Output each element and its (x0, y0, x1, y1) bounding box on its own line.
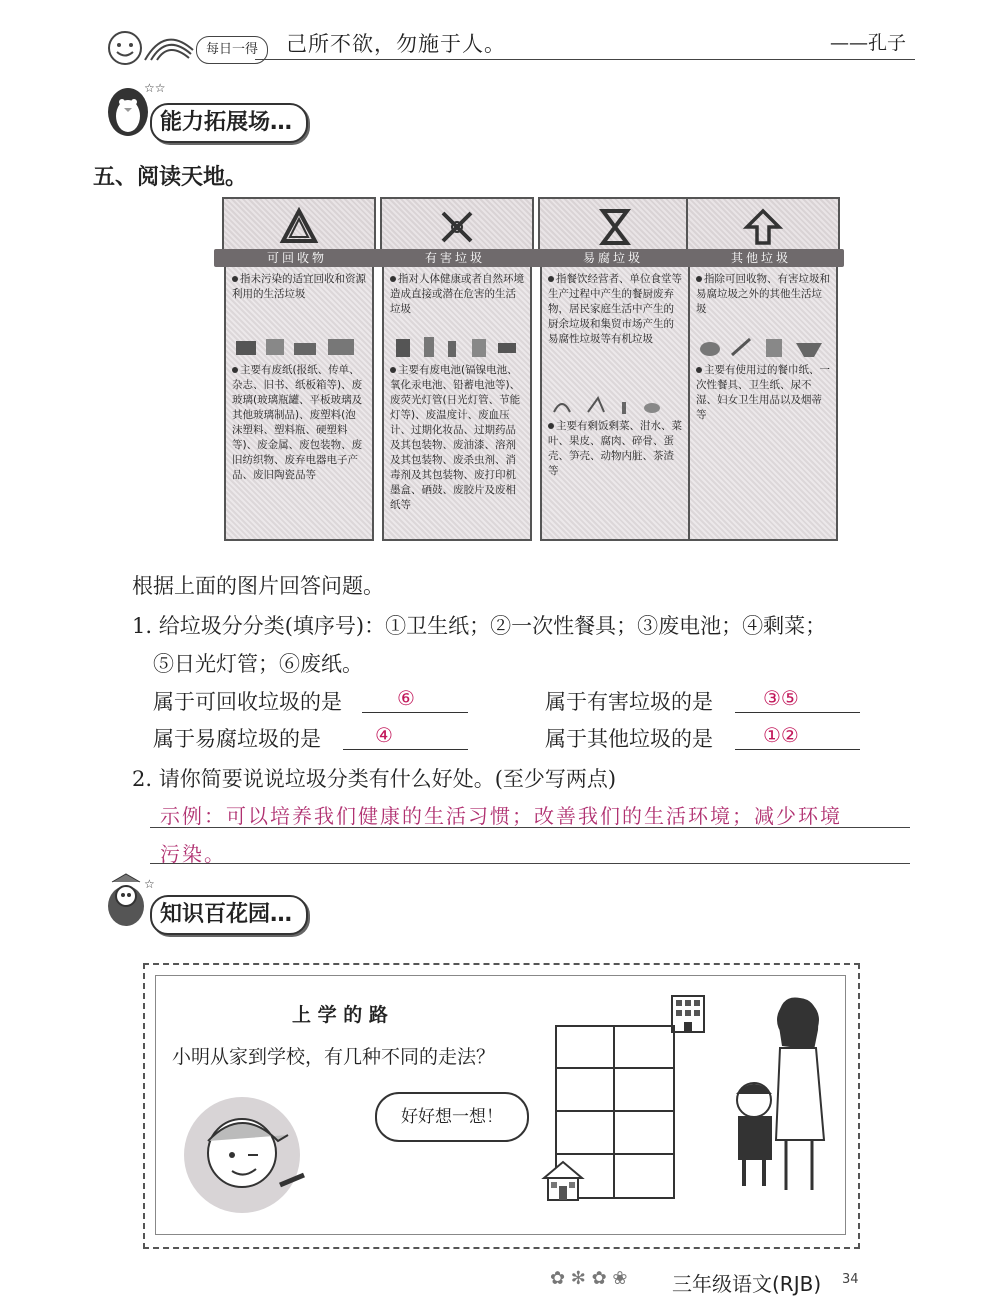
bin-items: 主要有废电池(镉镍电池、氧化汞电池、铅蓄电池等)、废荧光灯管(日光灯管、节能灯等)、废温度计、废血压计、过期化妆品、过期药品及其包装物、废油漆、溶剂及其包装物、废杀虫剂、消毒剂及其包装物、废打印机墨盒、硒鼓、废胶片及废相纸等 (390, 364, 521, 511)
hazardous-answer-field[interactable] (735, 686, 860, 713)
daily-badge: 每日一得 (196, 36, 268, 64)
bin-label: 其他垃圾 (678, 249, 844, 267)
perishable-label: 属于易腐垃圾的是 (153, 727, 321, 751)
banner-knowledge-garden: 知识百花园… (150, 895, 308, 935)
hazardous-answer: ③⑤ (763, 686, 799, 710)
motto: 己所不欲，勿施于人。 (286, 32, 506, 56)
hazardous-label: 属于有害垃圾的是 (545, 690, 713, 714)
paper-items-icon (232, 335, 366, 359)
q1-line2: ⑤日光灯管；⑥废纸。 (153, 652, 363, 676)
recyclable-answer: ⑥ (397, 686, 415, 710)
bin-recyclable (222, 197, 372, 539)
other-answer-field[interactable] (735, 723, 860, 750)
q2-answer-line2: 污染。 (160, 842, 226, 866)
bin-description: 指除可回收物、有害垃圾和易腐垃圾之外的其他生活垃圾 (696, 273, 830, 315)
hourglass-icon (595, 207, 635, 247)
bin-other (686, 197, 836, 539)
bin-items: 主要有剩饭剩菜、泔水、菜叶、果皮、腐肉、碎骨、蛋壳、笋壳、动物内脏、茶渣等 (548, 420, 682, 477)
answer-line-1[interactable] (150, 827, 910, 828)
perishable-answer: ④ (375, 723, 393, 747)
header-divider (255, 59, 915, 60)
q1-line1: 1. 给垃圾分分类(填序号)：①卫生纸；②一次性餐具；③废电池；④剩菜； (132, 614, 827, 638)
answer-line-2[interactable] (150, 863, 910, 864)
bin-hazardous (380, 197, 530, 539)
svg-text:☆☆: ☆☆ (144, 81, 166, 95)
svg-text:✿ ✻ ✿ ❀: ✿ ✻ ✿ ❀ (550, 1268, 628, 1289)
house-icon (540, 1158, 586, 1202)
bin-description: 指未污染的适宜回收和资源利用的生活垃圾 (232, 273, 366, 300)
other-answer: ①② (763, 723, 799, 747)
bin-description: 指对人体健康或者自然环境造成直接或潜在危害的生活垃圾 (390, 273, 524, 315)
mother-and-child-illustration (720, 990, 850, 1200)
bin-items: 主要有废纸(报纸、传单、杂志、旧书、纸板箱等)、废玻璃(玻璃瓶罐、平板玻璃及其他玻璃制品)、废塑料(泡沫塑料、塑料瓶、硬塑料等)、废金属、废包装物、废旧纺织物、废弃电器电子产品、废旧陶瓷品等 (232, 364, 363, 481)
header-sun-decoration (95, 20, 195, 70)
puzzle-question: 小明从家到学校，有几种不同的走法？ (172, 1046, 496, 1068)
bin-perishable (538, 197, 688, 539)
hazard-cross-icon (437, 207, 477, 247)
perishable-answer-field[interactable] (343, 723, 468, 750)
other-label: 属于其他垃圾的是 (545, 727, 713, 751)
q2-answer-line1: 示例：可以培养我们健康的生活习惯；改善我们的生活环境；减少环境 (160, 804, 842, 828)
recycle-icon (279, 207, 319, 247)
boy-pointing-illustration (172, 1075, 322, 1225)
bin-label: 有害垃圾 (372, 249, 538, 267)
bin-label: 可回收物 (214, 249, 380, 267)
banner-ability-expansion: 能力拓展场… (150, 103, 308, 143)
footer-flower-decoration (550, 1262, 670, 1292)
bin-label: 易腐垃圾 (530, 249, 696, 267)
recyclable-answer-field[interactable] (362, 686, 468, 713)
motto-author: ——孔子 (830, 32, 907, 54)
tissue-items-icon (696, 335, 830, 359)
page-number: 34 (842, 1272, 859, 1287)
q2-question: 2. 请你简要说说垃圾分类有什么好处。(至少写两点) (132, 767, 617, 791)
speech-bubble: 好好想一想！ (375, 1092, 529, 1142)
other-waste-icon (743, 207, 783, 247)
bin-items: 主要有使用过的餐巾纸、一次性餐具、卫生纸、尿不湿、妇女卫生用品以及烟蒂等 (696, 364, 830, 421)
recyclable-label: 属于可回收垃圾的是 (153, 690, 342, 714)
puzzle-title: 上 学 的 路 (292, 1004, 388, 1026)
battery-items-icon (390, 335, 524, 359)
bin-description: 指餐饮经营者、单位食堂等生产过程中产生的餐厨废弃物，居民家庭生活中产生的厨余垃圾和集贸市场产生的易腐性垃圾等有机垃圾 (548, 273, 682, 345)
food-waste-items-icon (548, 392, 682, 416)
instruction: 根据上面的图片回答问题。 (132, 574, 384, 598)
svg-text:☆: ☆ (144, 877, 155, 891)
footer-book-title: 三年级语文(RJB) (672, 1272, 822, 1296)
question-title: 五、阅读天地。 (93, 165, 248, 190)
